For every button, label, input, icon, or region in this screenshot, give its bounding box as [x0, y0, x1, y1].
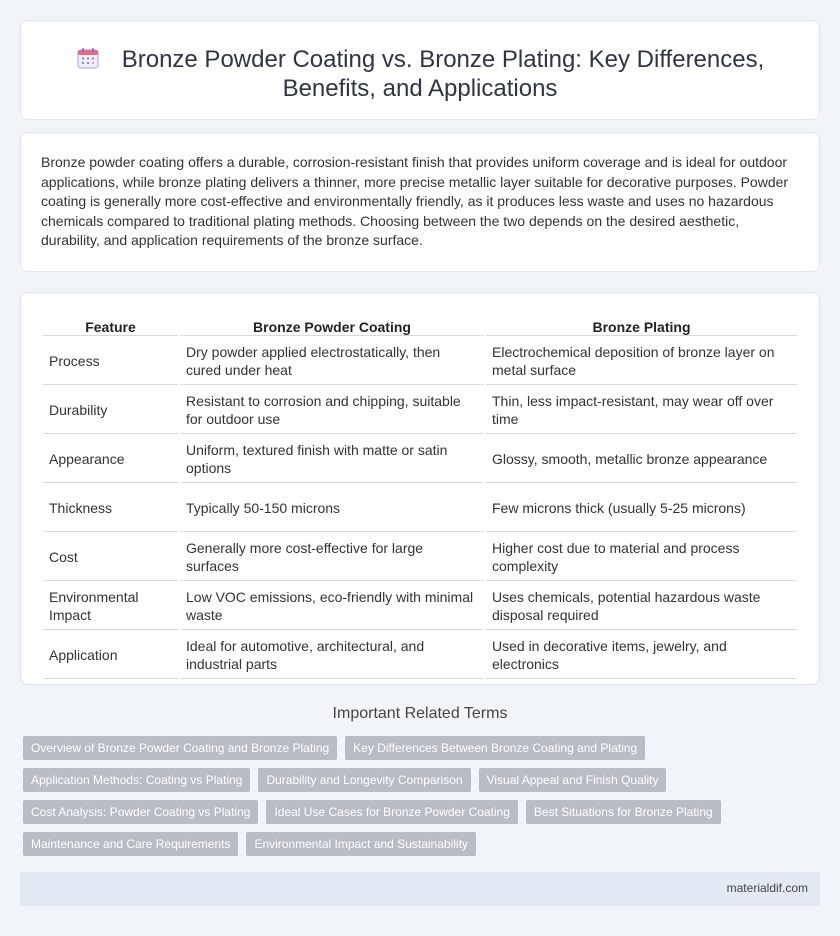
term-tag[interactable]: Cost Analysis: Powder Coating vs Plating [23, 800, 258, 824]
row-feature: Application [43, 632, 178, 679]
term-tag[interactable]: Application Methods: Coating vs Plating [23, 768, 250, 792]
row-plating: Uses chemicals, potential hazardous waste disposal required [486, 583, 797, 630]
table-row [43, 485, 797, 532]
footer-site-link[interactable]: materialdif.com [726, 881, 808, 895]
header-powder-coating: Bronze Powder Coating [180, 313, 484, 336]
term-tag[interactable]: Overview of Bronze Powder Coating and Bronze Plating [23, 736, 337, 760]
table-header-row [43, 313, 797, 336]
comparison-table [41, 311, 799, 681]
term-row [23, 800, 803, 824]
term-tag[interactable]: Maintenance and Care Requirements [23, 832, 238, 856]
page-title [21, 45, 819, 103]
comparison-card [20, 292, 820, 685]
table-row [43, 338, 797, 385]
table-row [43, 632, 797, 679]
related-terms-heading: Important Related Terms [332, 705, 508, 722]
row-plating: Thin, less impact-resistant, may wear off over time [486, 387, 797, 434]
table-row [43, 387, 797, 434]
row-powder-coating: Low VOC emissions, eco-friendly with minimal waste [180, 583, 484, 630]
footer [20, 872, 820, 906]
header-plating: Bronze Plating [486, 313, 797, 336]
intro-card [20, 132, 820, 272]
term-row [23, 832, 803, 856]
row-feature: Process [43, 338, 178, 385]
row-plating: Few microns thick (usually 5-25 microns) [486, 485, 797, 532]
table-row [43, 534, 797, 581]
row-feature: Cost [43, 534, 178, 581]
term-row [23, 736, 803, 760]
title-line-2: Benefits, and Applications [282, 75, 558, 102]
table-row [43, 436, 797, 483]
row-feature: Environmental Impact [43, 583, 178, 630]
term-tag[interactable]: Key Differences Between Bronze Coating and Plating [345, 736, 645, 760]
row-powder-coating: Dry powder applied electrostatically, then cured under heat [180, 338, 484, 385]
row-plating: Used in decorative items, jewelry, and electronics [486, 632, 797, 679]
row-plating: Glossy, smooth, metallic bronze appearance [486, 436, 797, 483]
row-powder-coating: Generally more cost-effective for large surfaces [180, 534, 484, 581]
row-feature: Appearance [43, 436, 178, 483]
row-feature: Thickness [43, 485, 178, 532]
row-powder-coating: Typically 50-150 microns [180, 485, 484, 532]
header-feature: Feature [43, 313, 178, 336]
term-tag[interactable]: Durability and Longevity Comparison [258, 768, 470, 792]
row-powder-coating: Resistant to corrosion and chipping, suitable for outdoor use [180, 387, 484, 434]
related-terms-list [23, 736, 803, 864]
row-powder-coating: Ideal for automotive, architectural, and industrial parts [180, 632, 484, 679]
title-card [20, 20, 820, 120]
term-tag[interactable]: Visual Appeal and Finish Quality [479, 768, 667, 792]
term-tag[interactable]: Best Situations for Bronze Plating [526, 800, 721, 824]
term-tag[interactable]: Environmental Impact and Sustainability [246, 832, 475, 856]
intro-paragraph: Bronze powder coating offers a durable, corrosion-resistant finish that provides uniform coverage and is ideal for outdoor applications, while bronze plating delivers a thinner, more precise metallic layer suitable for decorative purposes. Powder coating is generally more cost-effective and environmentally friendly, as it produces less waste and uses no hazardous chemicals compared to traditional plating methods. Choosing between the two depends on the desired aesthetic, durability, and application requirements of the bronze surface. [41, 154, 789, 248]
calendar-icon [76, 46, 100, 70]
title-line-1: Bronze Powder Coating vs. Bronze Plating: Key Differences, [121, 46, 765, 73]
term-row [23, 768, 803, 792]
term-tag[interactable]: Ideal Use Cases for Bronze Powder Coating [266, 800, 517, 824]
row-plating: Higher cost due to material and process complexity [486, 534, 797, 581]
table-row [43, 583, 797, 630]
row-powder-coating: Uniform, textured finish with matte or satin options [180, 436, 484, 483]
row-feature: Durability [43, 387, 178, 434]
row-plating: Electrochemical deposition of bronze layer on metal surface [486, 338, 797, 385]
